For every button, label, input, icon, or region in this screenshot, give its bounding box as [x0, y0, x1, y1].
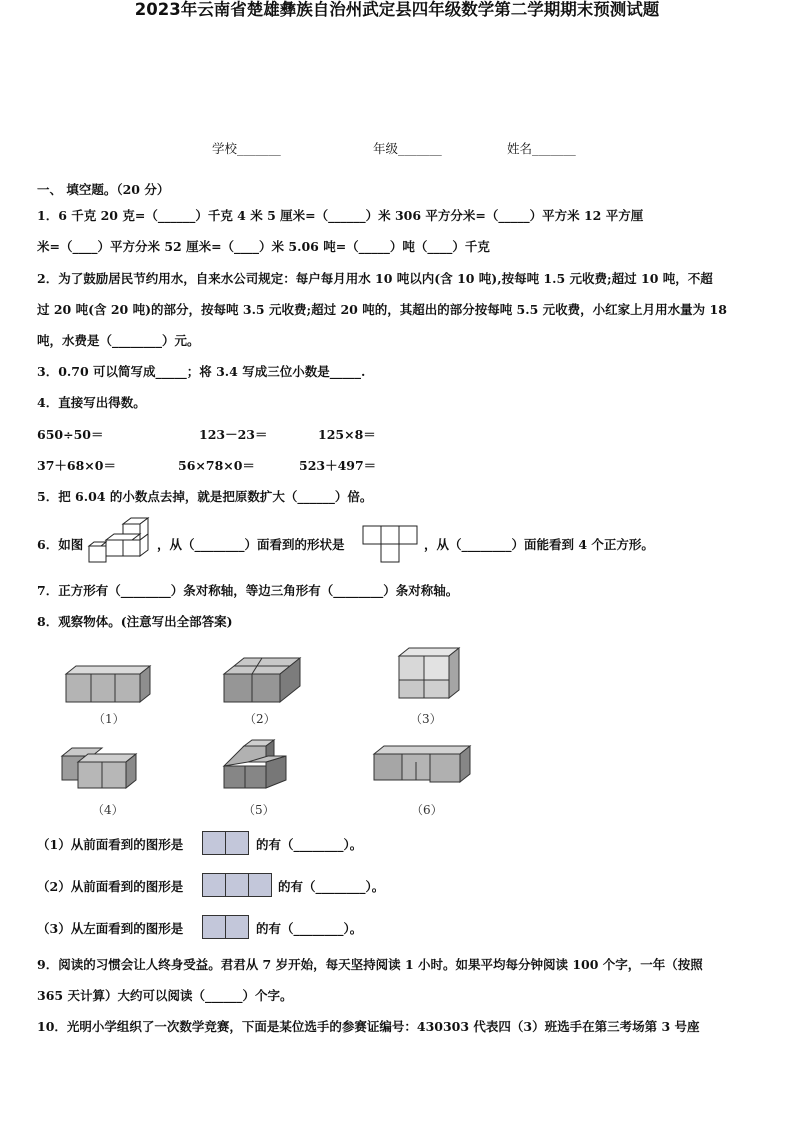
- q1-line2: 米=（____）平方分米 52 厘米=（____）米 5.06 吨=（_____）吨（____）千克: [37, 239, 490, 254]
- solid-figure-3: [395, 646, 465, 706]
- q6-suffix: ，从（________）面能看到 4 个正方形。: [424, 537, 654, 552]
- solid-figure-6: [370, 740, 475, 786]
- page-title: 2023年云南省楚雄彝族自治州武定县四年级数学第二学期期末预测试题: [134, 0, 660, 19]
- q6-middle: ，从（________）面看到的形状是: [157, 537, 345, 552]
- q8-sub3-answer: 的有（________）。: [256, 921, 363, 936]
- q4-item: 56×78×0＝: [178, 458, 255, 473]
- q8-sub3-text: （3）从左面看到的图形是: [37, 921, 184, 936]
- view-two-squares-left: [202, 915, 249, 939]
- view-three-squares: [202, 873, 272, 897]
- q3-text: 3．0.70 可以简写成_____；将 3.4 写成三位小数是_____.: [37, 364, 366, 379]
- q8-sub1-text: （1）从前面看到的图形是: [37, 837, 184, 852]
- solid-figure-1: [60, 656, 155, 706]
- q4-item: 125×8＝: [318, 427, 376, 442]
- q4-item: 37＋68×0＝: [37, 458, 116, 473]
- q4-label: 4．直接写出得数。: [37, 395, 146, 410]
- q6-cube-figure: [86, 516, 156, 568]
- section-heading: 一、 填空题。（20 分）: [37, 182, 170, 197]
- q9-line1: 9．阅读的习惯会让人终身受益。君君从 7 岁开始，每天坚持阅读 1 小时。如果平均每分钟阅读 100 个字，一年（按照: [37, 957, 703, 972]
- q8-sub2-answer: 的有（________）。: [278, 879, 385, 894]
- q8-sub1-answer: 的有（________）。: [256, 837, 363, 852]
- q1-line1: 1．6 千克 20 克=（______）千克 4 米 5 厘米=（______）米 306 平方分米=（_____）平方米 12 平方厘: [37, 208, 644, 223]
- q5-text: 5．把 6.04 的小数点去掉，就是把原数扩大（______）倍。: [37, 489, 373, 504]
- solid-figure-4: [58, 742, 140, 792]
- figure-caption: （1）: [93, 712, 125, 726]
- q4-item: 650÷50＝: [37, 427, 104, 442]
- figure-caption: （2）: [244, 712, 276, 726]
- q9-line2: 365 天计算）大约可以阅读（______）个字。: [37, 988, 293, 1003]
- q8-label: 8．观察物体。(注意写出全部答案): [37, 614, 233, 629]
- figure-caption: （5）: [243, 803, 275, 817]
- name-field: 姓名_______: [507, 141, 576, 156]
- q4-item: 523＋497＝: [299, 458, 377, 473]
- q8-sub2-text: （2）从前面看到的图形是: [37, 879, 184, 894]
- solid-figure-2: [220, 652, 305, 706]
- q4-item: 123－23＝: [199, 427, 268, 442]
- q7-text: 7．正方形有（________）条对称轴，等边三角形有（________）条对称轴。: [37, 583, 459, 598]
- q6-view-shape: [361, 524, 421, 566]
- school-field: 学校_______: [212, 141, 281, 156]
- grade-field: 年级_______: [373, 141, 442, 156]
- q2-line2: 过 20 吨(含 20 吨)的部分，按每吨 3.5 元收费;超过 20 吨的，其超出的部分按每吨 5.5 元收费，小红家上月用水量为 18: [37, 302, 727, 317]
- figure-caption: （3）: [410, 712, 442, 726]
- figure-caption: （6）: [411, 803, 443, 817]
- view-two-squares: [202, 831, 249, 855]
- q2-line1: 2．为了鼓励居民节约用水，自来水公司规定：每户每月用水 10 吨以内(含 10 吨),按每吨 1.5 元收费;超过 10 吨，不超: [37, 271, 713, 286]
- solid-figure-5: [220, 738, 290, 794]
- figure-caption: （4）: [92, 803, 124, 817]
- q6-prefix: 6．如图: [37, 537, 84, 552]
- q10-text: 10．光明小学组织了一次数学竞赛，下面是某位选手的参赛证编号：430303 代表四（3）班选手在第三考场第 3 号座: [37, 1019, 700, 1034]
- q2-line3: 吨，水费是（________）元。: [37, 333, 200, 348]
